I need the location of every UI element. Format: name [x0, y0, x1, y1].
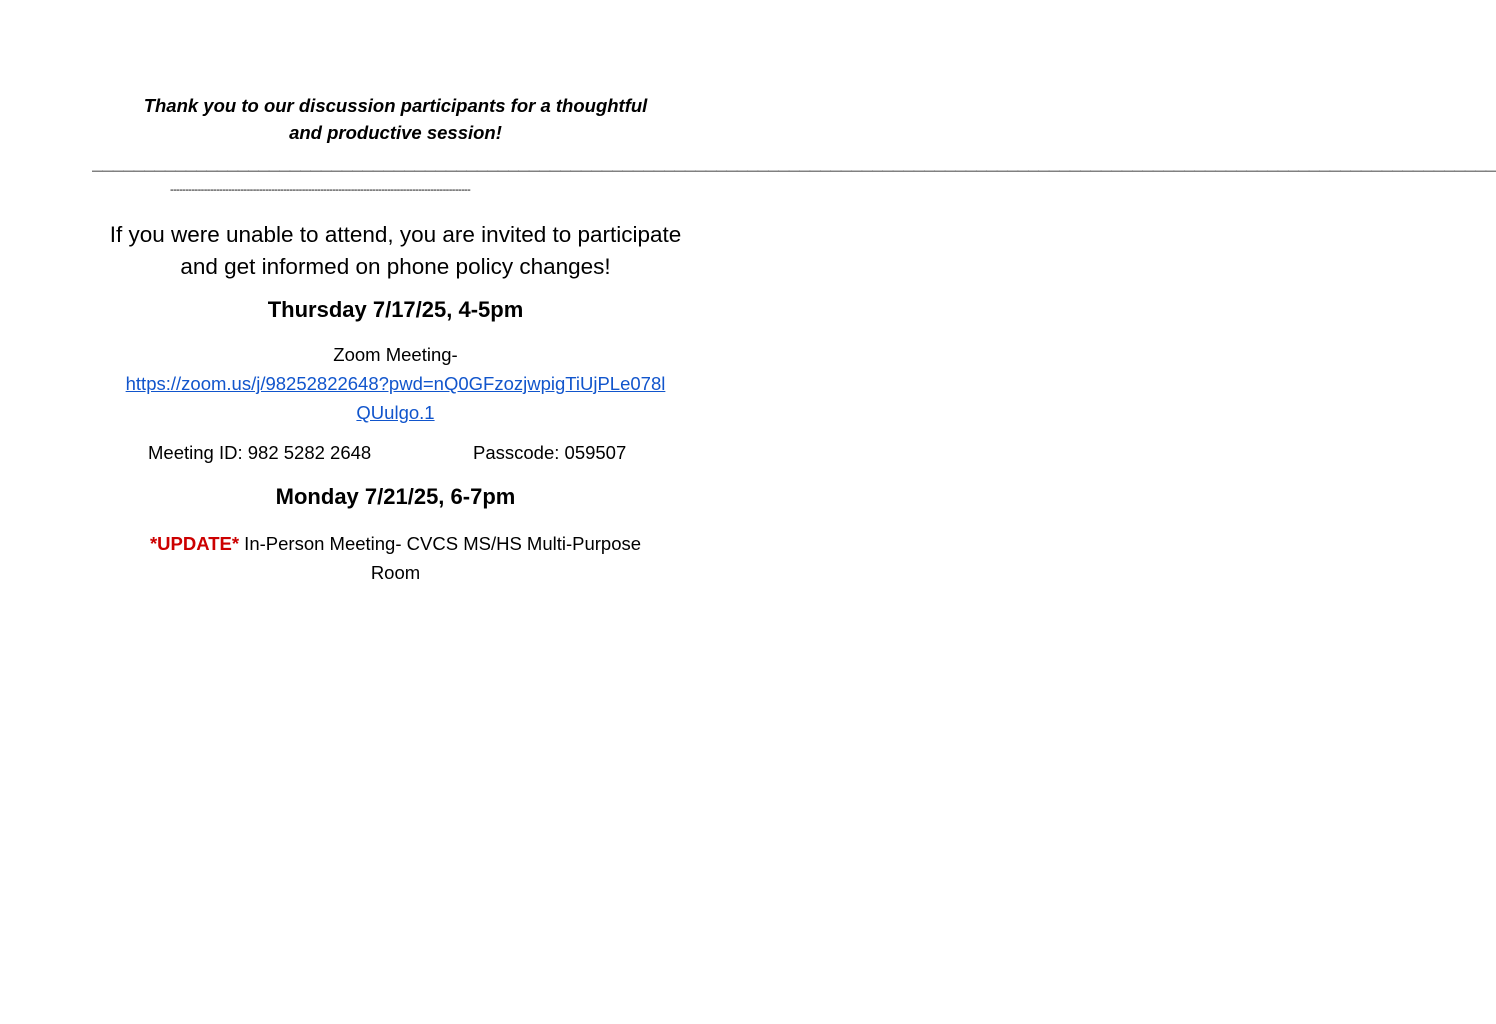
- divider-line-1: ———————————————————————————————————————————————————————————————————————————————————————————————————————————————————————————————————————: [92, 165, 1496, 177]
- zoom-meeting-info: [0, 340, 791, 427]
- in-person-meeting-info: [0, 529, 791, 587]
- thank-you-line-1: Thank you to our discussion participants for a thoughtful: [143, 95, 648, 116]
- thank-you-line-2: and productive session!: [289, 122, 502, 143]
- invitation-line-2: and get informed on phone policy changes!: [180, 254, 611, 279]
- thank-you-message: [0, 92, 791, 146]
- monday-session-heading: Monday 7/21/25, 6-7pm: [275, 484, 516, 509]
- zoom-link-line-2[interactable]: QUulgo.1: [356, 402, 435, 423]
- invitation-line-1: If you were unable to attend, you are invited to participate: [109, 222, 682, 247]
- location-line-2: Room: [370, 562, 421, 583]
- invitation-text: [0, 219, 791, 283]
- divider-line-2: --------------------------------------------------------------------------------------------------: [170, 184, 471, 196]
- zoom-link-line-1[interactable]: https://zoom.us/j/98252822648?pwd=nQ0GFzozjwpigTiUjPLe078l: [125, 373, 666, 394]
- zoom-meeting-label: Zoom Meeting-: [333, 344, 458, 365]
- location-line-1: In-Person Meeting- CVCS MS/HS Multi-Purpose: [239, 533, 642, 554]
- zoom-meeting-link[interactable]: [126, 373, 666, 423]
- thursday-session-heading: Thursday 7/17/25, 4-5pm: [267, 297, 524, 322]
- meeting-id: Meeting ID: 982 5282 2648: [148, 442, 372, 463]
- meeting-passcode: Passcode: 059507: [473, 442, 627, 463]
- update-tag: *UPDATE*: [149, 533, 240, 554]
